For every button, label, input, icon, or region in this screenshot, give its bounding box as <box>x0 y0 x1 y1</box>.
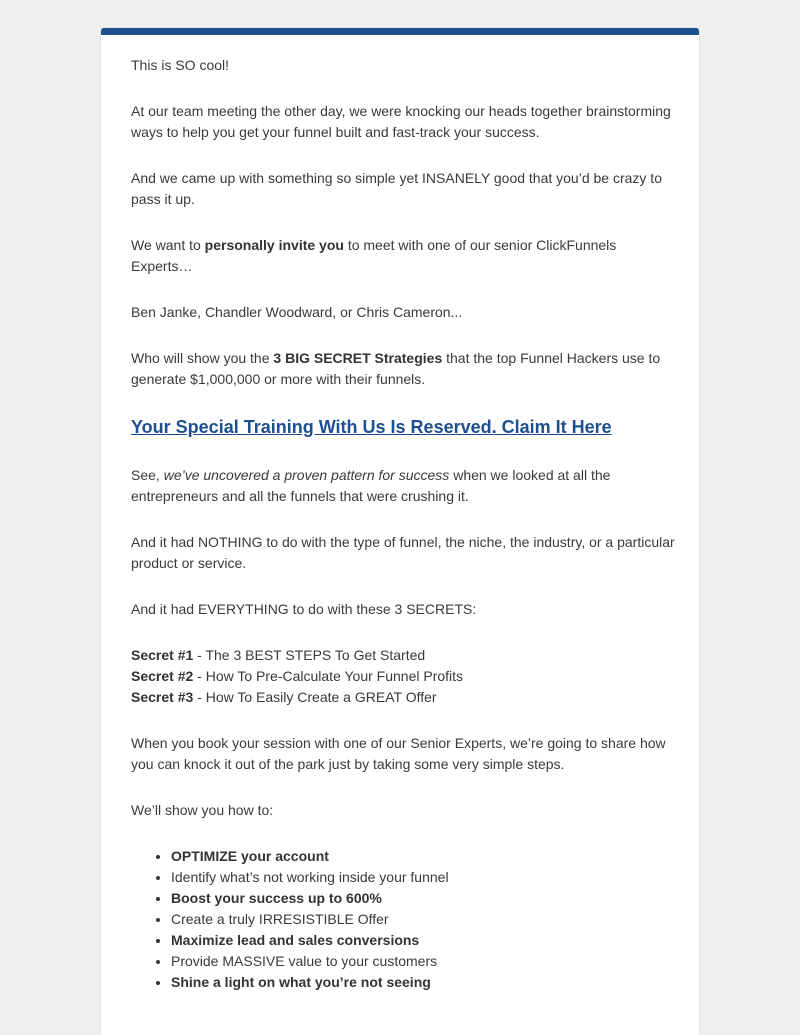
paragraph-strategies <box>131 348 676 390</box>
paragraph-show-how: We’ll show you how to: <box>131 802 274 818</box>
secrets-list <box>131 645 676 708</box>
secret-label: Secret #3 <box>131 689 194 705</box>
list-item: • OPTIMIZE your account <box>171 846 676 867</box>
invite-post: to meet with one of our senior ClickFunnels Experts… <box>131 237 617 274</box>
secret-text: - How To Pre-Calculate Your Funnel Profits <box>193 668 464 684</box>
paragraph-simple: And we came up with something so simple yet INSANELY good that you’d be crazy to pass it up. <box>131 170 662 207</box>
paragraph-everything: And it had EVERYTHING to do with these 3 SECRETS: <box>131 601 477 617</box>
email-card <box>101 28 699 1035</box>
secret-item <box>131 645 676 666</box>
paragraph-meeting: At our team meeting the other day, we were knocking our heads together brainstorming ways to help you get your funnel built and fast-track your success. <box>131 103 671 140</box>
list-item: • Create a truly IRRESISTIBLE Offer <box>171 909 676 930</box>
paragraph-pattern <box>131 465 676 507</box>
paragraph-experts: Ben Janke, Chandler Woodward, or Chris Cameron... <box>131 304 463 320</box>
paragraph-invite <box>131 235 676 277</box>
list-item: • Provide MASSIVE value to your customers <box>171 951 676 972</box>
strategies-post: that the top Funnel Hackers use to generate $1,000,000 or more with their funnels. <box>131 350 661 387</box>
invite-bold: personally invite you <box>204 237 344 253</box>
list-item: • Boost your success up to 600% <box>171 888 676 909</box>
invite-pre: We want to <box>131 237 205 253</box>
list-item: • Identify what’s not working inside your funnel <box>171 867 676 888</box>
secret-text: - The 3 BEST STEPS To Get Started <box>193 647 426 663</box>
secret-label: Secret #2 <box>131 668 194 684</box>
benefits-list <box>131 846 676 993</box>
paragraph-session: When you book your session with one of our Senior Experts, we’re going to share how you can knock it out of the park just by taking some very simple steps. <box>131 735 666 772</box>
strategies-bold: 3 BIG SECRET Strategies <box>273 350 443 366</box>
strategies-pre: Who will show you the <box>131 350 274 366</box>
claim-training-link[interactable]: Your Special Training With Us Is Reserved. Claim It Here <box>131 417 612 437</box>
list-item: • Shine a light on what you’re not seeing <box>171 972 676 993</box>
list-item: • Maximize lead and sales conversions <box>171 930 676 951</box>
email-body <box>131 55 676 993</box>
secret-text: - How To Easily Create a GREAT Offer <box>193 689 437 705</box>
pattern-pre: See, <box>131 467 164 483</box>
paragraph-intro: This is SO cool! <box>131 57 230 73</box>
secret-item <box>131 666 676 687</box>
paragraph-nothing: And it had NOTHING to do with the type of funnel, the niche, the industry, or a particular product or service. <box>131 534 675 571</box>
pattern-italic: we’ve uncovered a proven pattern for success <box>163 467 450 483</box>
secret-label: Secret #1 <box>131 647 194 663</box>
secret-item <box>131 687 676 708</box>
pattern-post: when we looked at all the entrepreneurs and all the funnels that were crushing it. <box>131 467 611 504</box>
